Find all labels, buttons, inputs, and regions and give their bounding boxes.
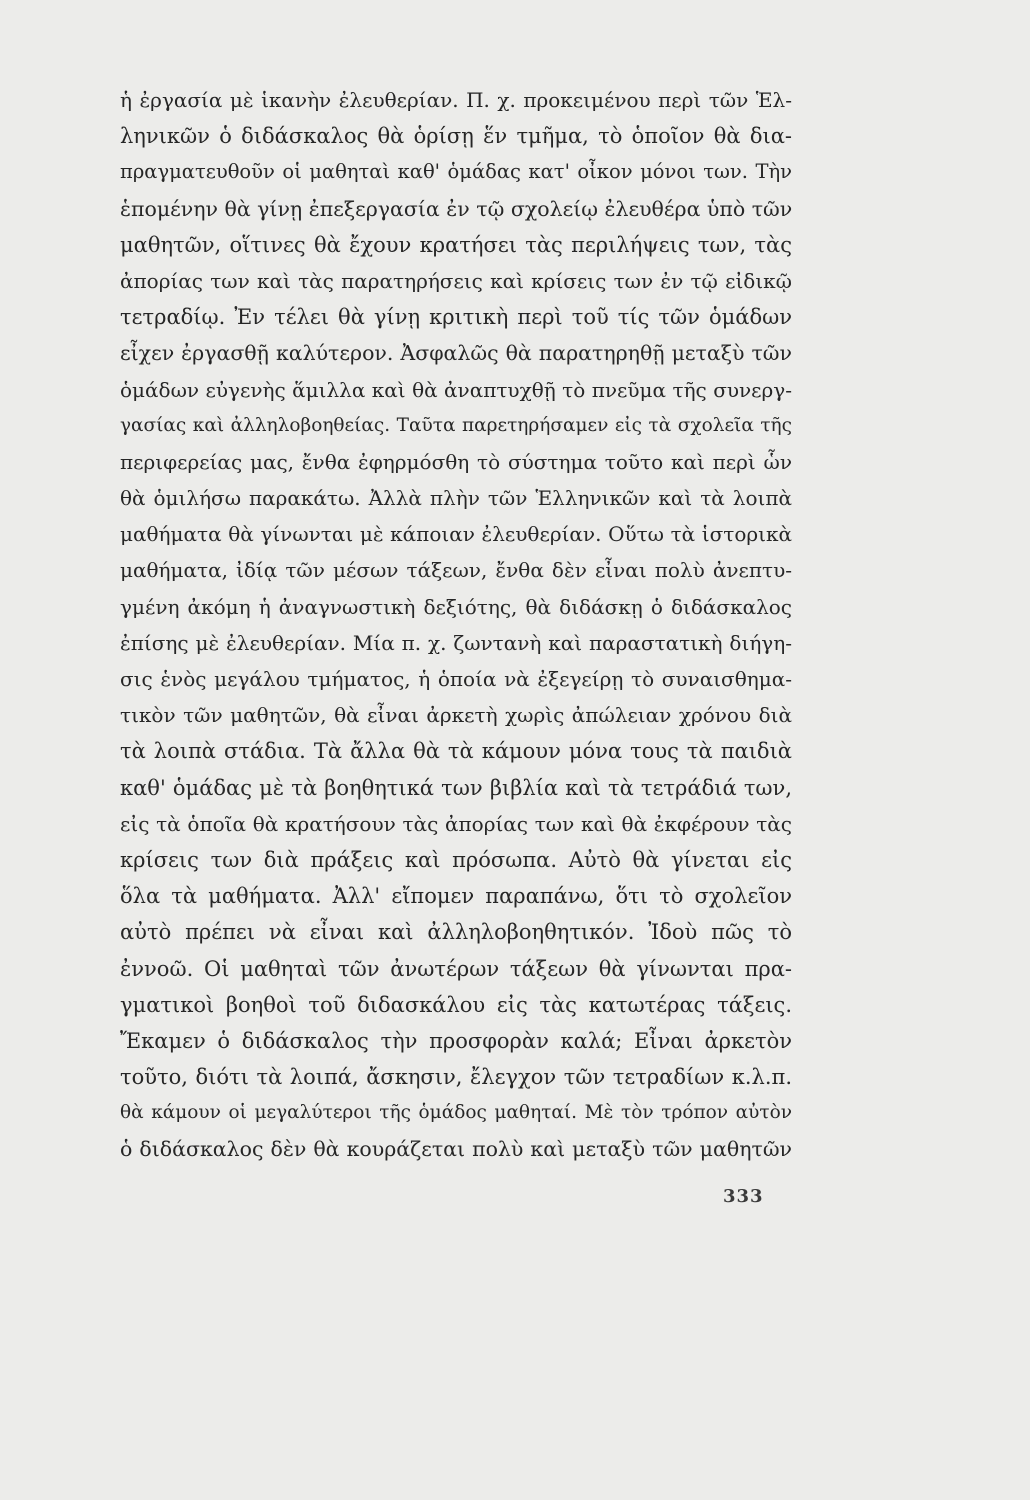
text-line: θὰ κάμουν οἱ μεγαλύτεροι τῆς ὁμάδος μαθηταί. Μὲ τὸν τρόπον αὐτὸν: [120, 1102, 792, 1124]
text-line: ἡ ἐργασία μὲ ἱκανὴν ἐλευθερίαν. Π. χ. προκειμένου περὶ τῶν Ἑλ-: [120, 88, 792, 112]
text-line: ληνικῶν ὁ διδάσκαλος θὰ ὁρίσῃ ἕν τμῆμα, τὸ ὁποῖον θὰ δια-: [120, 124, 792, 149]
text-line: πραγματευθοῦν οἱ μαθηταὶ καθ' ὁμάδας κατ' οἶκον μόνοι των. Τὴν: [120, 160, 792, 184]
text-line: ὅλα τὰ μαθήματα. Ἀλλ' εἴπομεν παραπάνω, ὅτι τὸ σχολεῖον: [120, 884, 792, 909]
text-line: ἐννοῶ. Οἱ μαθηταὶ τῶν ἀνωτέρων τάξεων θὰ γίνωνται πρα-: [120, 956, 792, 981]
text-line: περιφερείας μας, ἔνθα ἐφηρμόσθη τὸ σύστημα τοῦτο καὶ περὶ ὧν: [120, 449, 792, 474]
text-line: μαθήματα, ἰδίᾳ τῶν μέσων τάξεων, ἔνθα δὲν εἶναι πολὺ ἀνεπτυ-: [120, 558, 792, 583]
text-line: κρίσεις των διὰ πράξεις καὶ πρόσωπα. Αὐτὸ θὰ γίνεται εἰς: [120, 847, 792, 872]
text-line: εἰς τὰ ὁποῖα θὰ κρατήσουν τὰς ἀπορίας των καὶ θὰ ἐκφέρουν τὰς: [120, 811, 792, 836]
text-line: μαθητῶν, οἵτινες θὰ ἔχουν κρατήσει τὰς περιλήψεις των, τὰς: [120, 232, 792, 257]
text-line: ἀπορίας των καὶ τὰς παρατηρήσεις καὶ κρίσεις των ἐν τῷ εἰδικῷ: [120, 268, 792, 293]
text-line: εἶχεν ἐργασθῇ καλύτερον. Ἀσφαλῶς θὰ παρατηρηθῇ μεταξὺ τῶν: [120, 341, 792, 366]
text-line: τικὸν τῶν μαθητῶν, θὰ εἶναι ἀρκετὴ χωρὶς ἀπώλειαν χρόνου διὰ: [120, 703, 792, 728]
text-line: ἑπομένην θὰ γίνῃ ἐπεξεργασία ἐν τῷ σχολείῳ ἐλευθέρα ὑπὸ τῶν: [120, 196, 793, 221]
text-line: γασίας καὶ ἀλληλοβοηθείας. Ταῦτα παρετηρήσαμεν εἰς τὰ σχολεῖα τῆς: [120, 414, 792, 436]
text-line: ὁμάδων εὐγενὴς ἅμιλλα καὶ θὰ ἀναπτυχθῇ τὸ πνεῦμα τῆς συνεργ-: [120, 377, 792, 402]
text-line: καθ' ὁμάδας μὲ τὰ βοηθητικά των βιβλία καὶ τὰ τετράδιά των,: [120, 775, 792, 800]
text-line: σις ἑνὸς μεγάλου τμήματος, ἡ ὁποία νὰ ἐξεγείρῃ τὸ συναισθημα-: [120, 667, 792, 691]
text-line: αὐτὸ πρέπει νὰ εἶναι καὶ ἀλληλοβοηθητικόν. Ἰδοὺ πῶς τὸ: [120, 920, 792, 945]
text-line: τετραδίῳ. Ἐν τέλει θὰ γίνῃ κριτικὴ περὶ τοῦ τίς τῶν ὁμάδων: [120, 305, 792, 330]
page-number: 333: [723, 1186, 764, 1207]
text-line: μαθήματα θὰ γίνωνται μὲ κάποιαν ἐλευθερίαν. Οὕτω τὰ ἱστορικὰ: [120, 522, 792, 547]
text-line: γμένη ἀκόμη ἡ ἀναγνωστικὴ δεξιότης, θὰ διδάσκῃ ὁ διδάσκαλος: [120, 594, 792, 619]
text-line: τοῦτο, διότι τὰ λοιπά, ἄσκησιν, ἔλεγχον τῶν τετραδίων κ.λ.π.: [120, 1065, 792, 1090]
body-text: [120, 82, 792, 1168]
text-line: ὁ διδάσκαλος δὲν θὰ κουράζεται πολὺ καὶ μεταξὺ τῶν μαθητῶν: [120, 1137, 792, 1162]
text-line: Ἔκαμεν ὁ διδάσκαλος τὴν προσφορὰν καλά; Εἶναι ἀρκετὸν: [120, 1028, 792, 1053]
text-line: γματικοὶ βοηθοὶ τοῦ διδασκάλου εἰς τὰς κατωτέρας τάξεις.: [120, 992, 792, 1017]
text-line: τὰ λοιπὰ στάδια. Τὰ ἄλλα θὰ τὰ κάμουν μόνα τους τὰ παιδιὰ: [120, 739, 792, 764]
text-line: θὰ ὁμιλήσω παρακάτω. Ἀλλὰ πλὴν τῶν Ἑλληνικῶν καὶ τὰ λοιπὰ: [120, 486, 792, 511]
text-line: ἐπίσης μὲ ἐλευθερίαν. Μία π. χ. ζωντανὴ καὶ παραστατικὴ διήγη-: [120, 630, 792, 655]
